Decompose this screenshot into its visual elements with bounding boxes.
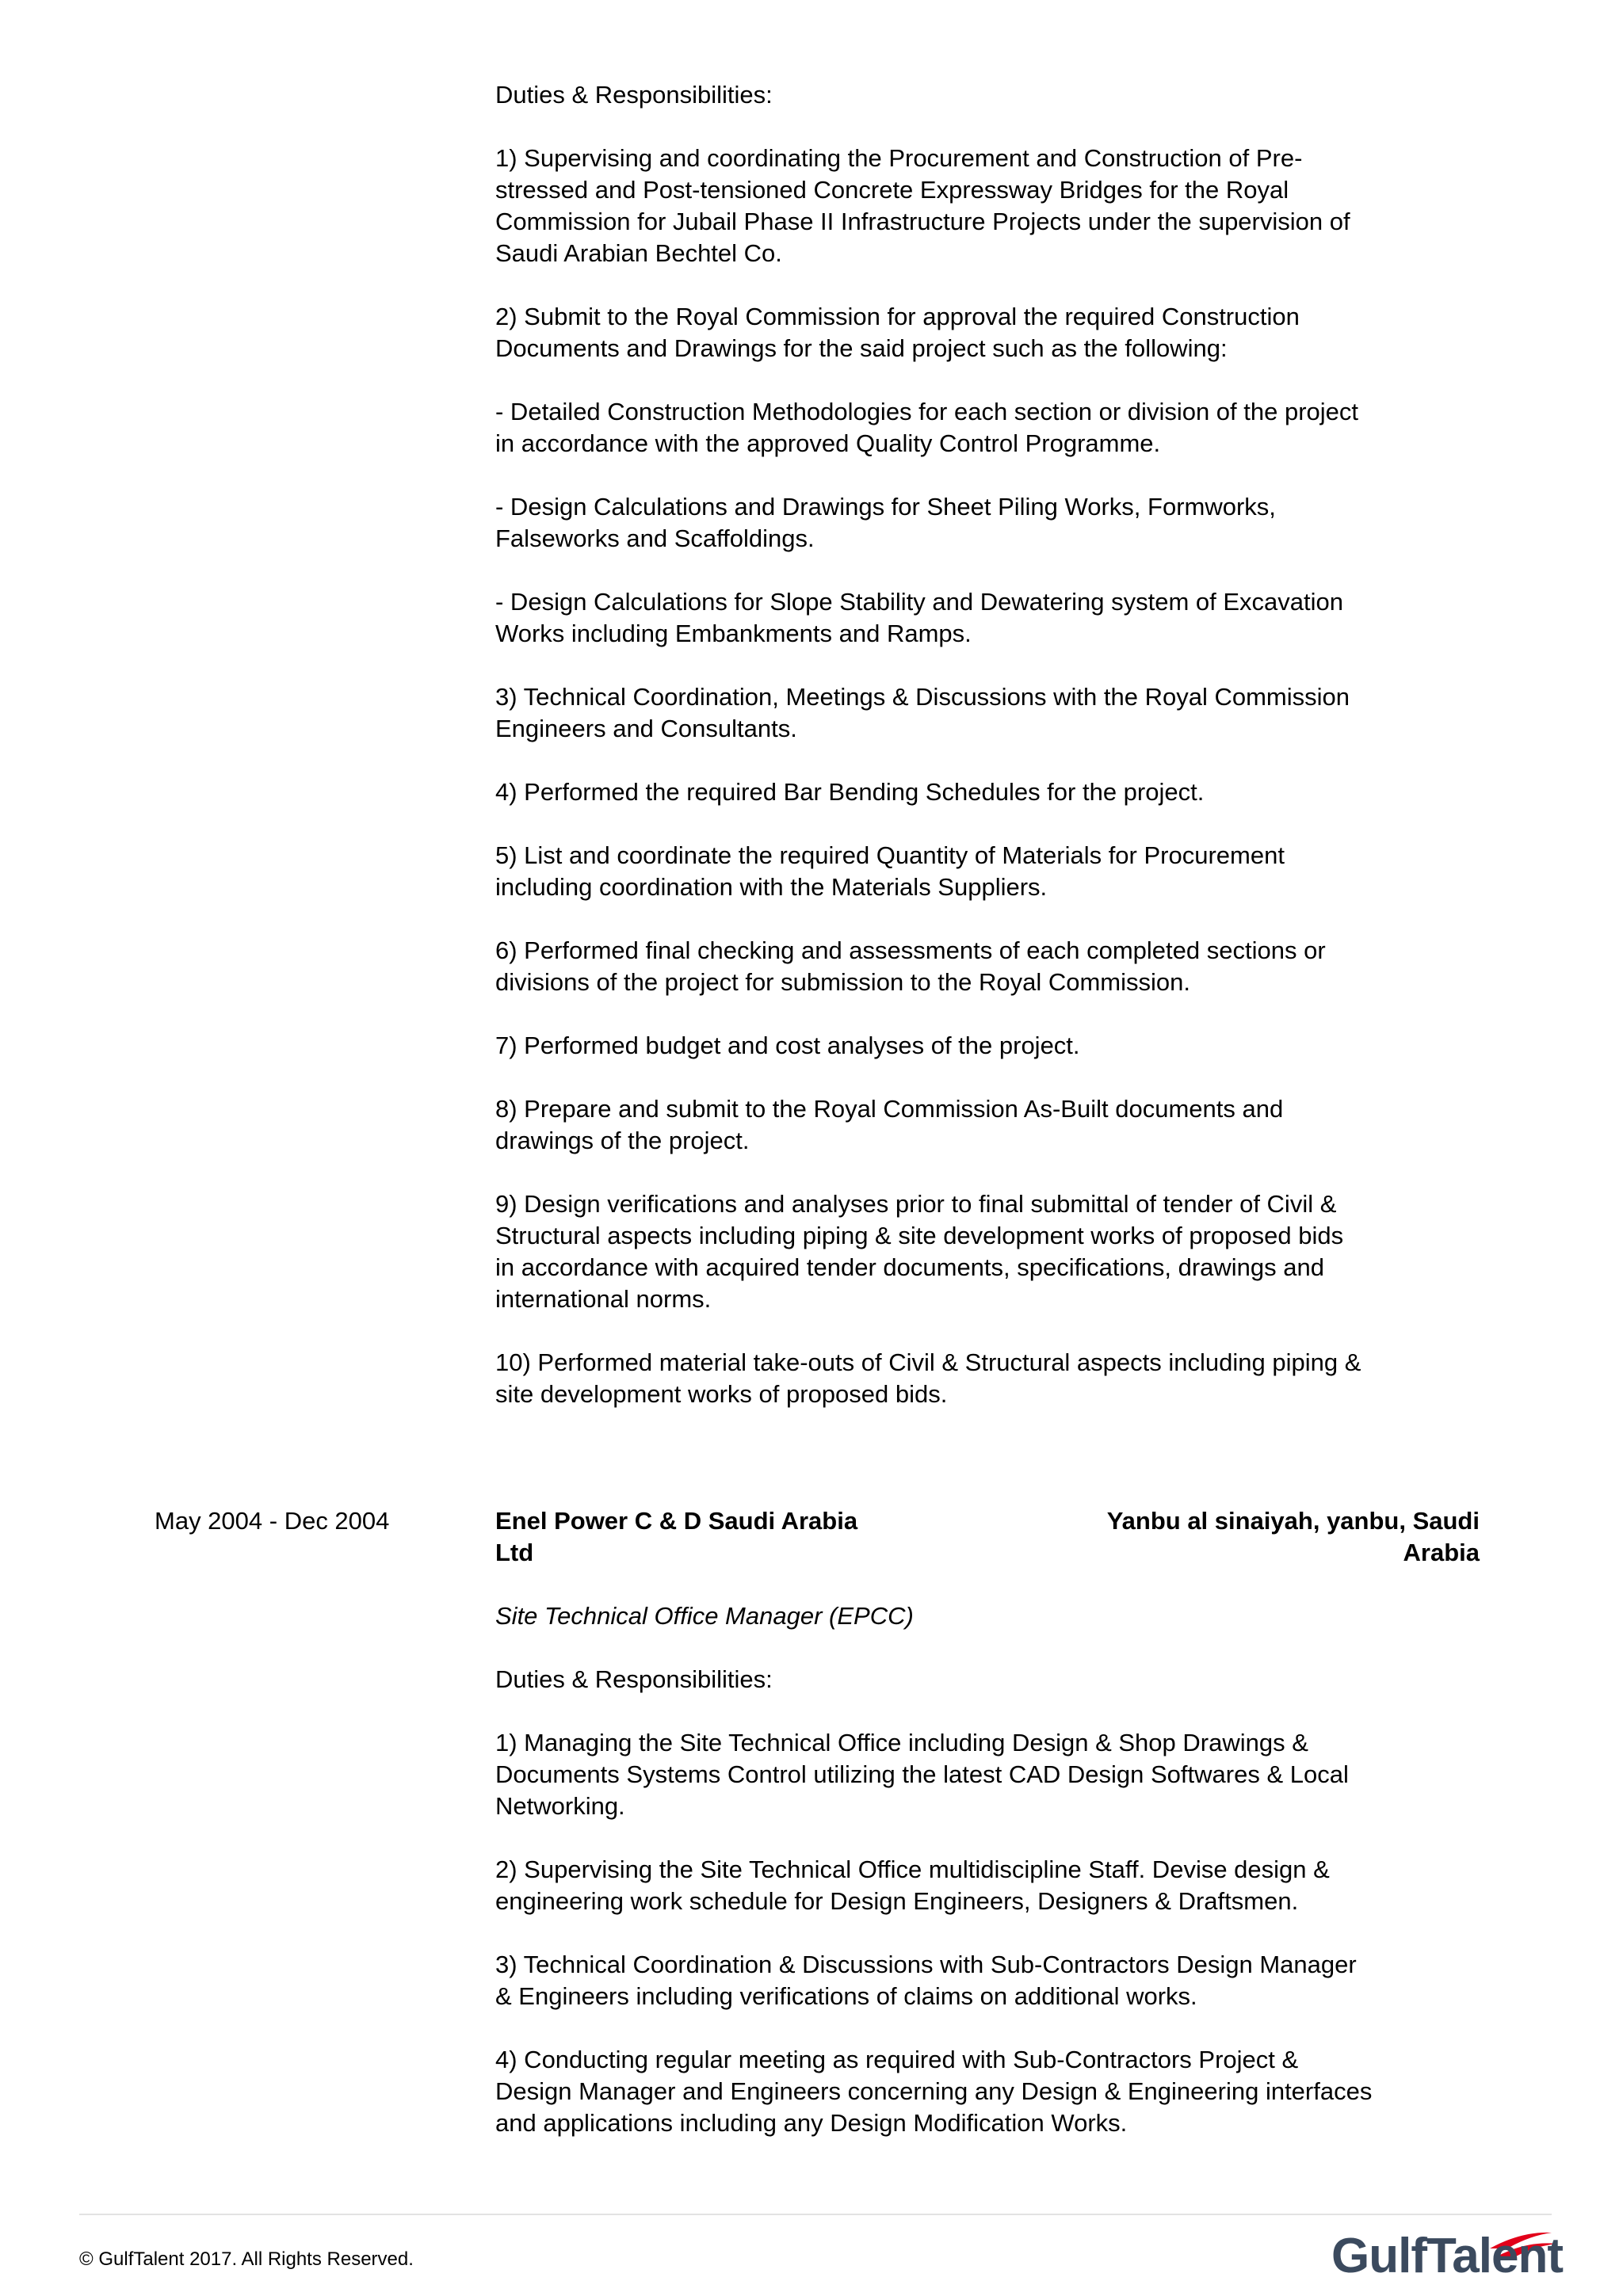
company-name: Enel Power C & D Saudi Arabia Ltd — [495, 1507, 858, 1566]
entry-duty-item: 4) Conducting regular meeting as required with Sub-Contractors Project & Design Manager and Engineers concerning any Design & Engineering interfaces and applications including any Design Modification Works. — [495, 2046, 1373, 2137]
entry-duty-item: 2) Supervising the Site Technical Office multidiscipline Staff. Devise design & engineering work schedule for Design Engineers, Designers & Draftsmen. — [495, 1855, 1330, 1915]
duty-item: - Design Calculations and Drawings for Sheet Piling Works, Formworks, Falseworks and Scaffoldings. — [495, 493, 1276, 552]
duties-heading: Duties & Responsibilities: — [495, 81, 773, 109]
duty-item: 2) Submit to the Royal Commission for approval the required Construction Documents and Drawings for the said project such as the following: — [495, 303, 1300, 362]
duty-item: 5) List and coordinate the required Quantity of Materials for Procurement including coordination with the Materials Suppliers. — [495, 841, 1285, 901]
entry-duties-heading: Duties & Responsibilities: — [495, 1665, 773, 1693]
duty-item: 3) Technical Coordination, Meetings & Discussions with the Royal Commission Engineers and Consultants. — [495, 683, 1350, 742]
company-location: Yanbu al sinaiyah, yanbu, Saudi Arabia — [1106, 1507, 1480, 1566]
entry-date-range: May 2004 - Dec 2004 — [155, 1507, 390, 1535]
duties-section — [495, 79, 1486, 1442]
duty-item: 4) Performed the required Bar Bending Schedules for the project. — [495, 778, 1205, 806]
duty-item: - Detailed Construction Methodologies for each section or division of the project in accordance with the approved Quality Control Programme. — [495, 398, 1359, 457]
duty-item: 7) Performed budget and cost analyses of the project. — [495, 1032, 1080, 1059]
copyright-text: © GulfTalent 2017. All Rights Reserved. — [79, 2248, 414, 2270]
job-title: Site Technical Office Manager (EPCC) — [495, 1602, 914, 1630]
footer-divider — [79, 2214, 1552, 2215]
gulftalent-logo — [1331, 2225, 1561, 2288]
duty-item: 10) Performed material take-outs of Civil & Structural aspects including piping & site development works of proposed bids. — [495, 1348, 1361, 1408]
entry-header — [495, 1505, 1480, 1569]
duty-item: 6) Performed final checking and assessments of each completed sections or divisions of the project for submission to the Royal Commission. — [495, 936, 1326, 996]
duty-item: 8) Prepare and submit to the Royal Commission As-Built documents and drawings of the project. — [495, 1095, 1284, 1154]
duty-item: - Design Calculations for Slope Stability and Dewatering system of Excavation Works including Embankments and Ramps. — [495, 588, 1344, 647]
duty-item: 1) Supervising and coordinating the Procurement and Construction of Pre- stressed and Post-tensioned Concrete Expressway Bridges for the Royal Commission for Jubail Phase II Infrastructure Projects under the supervision of Saudi Arabian Bechtel Co. — [495, 144, 1350, 267]
entry-duty-item: 1) Managing the Site Technical Office including Design & Shop Drawings & Documents Systems Control utilizing the latest CAD Design Softwares & Local Networking. — [495, 1729, 1349, 1820]
duty-item: 9) Design verifications and analyses prior to final submittal of tender of Civil & Structural aspects including piping & site development works of proposed bids in accordance with acquired tender documents, specifications, drawings and international norms. — [495, 1190, 1344, 1313]
entry-details — [495, 1505, 1480, 2171]
logo-wordmark: GulfTalent — [1331, 2229, 1563, 2283]
entry-duty-item: 3) Technical Coordination & Discussions with Sub-Contractors Design Manager & Engineers including verifications of claims on additional works. — [495, 1951, 1357, 2010]
